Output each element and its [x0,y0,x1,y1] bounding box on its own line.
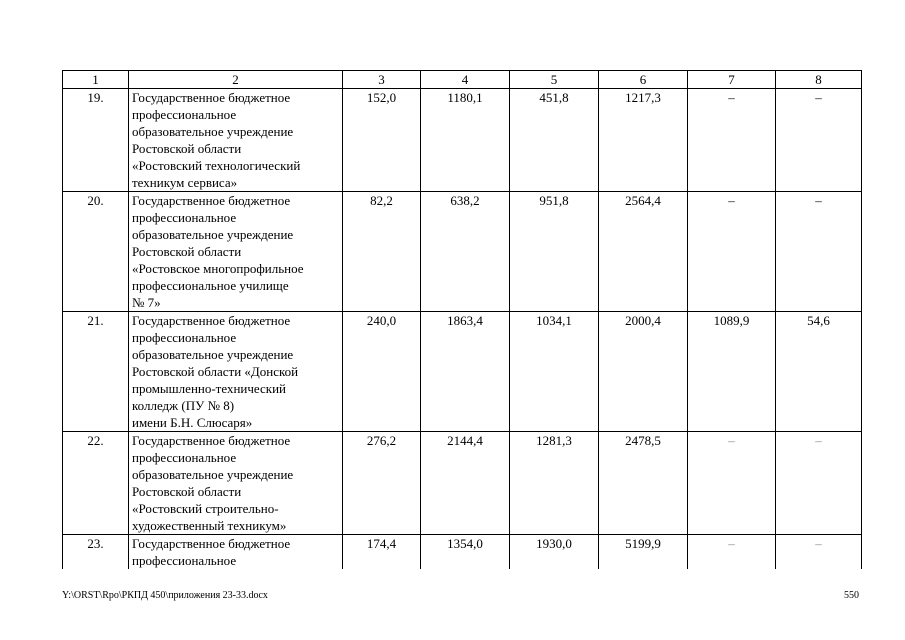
value-cell: 1281,3 [510,432,599,535]
value-cell: – [776,432,862,535]
value-cell: – [688,192,776,312]
value-cell: – [776,535,862,570]
institution-name: Государственное бюджетное профессиональное образовательное учреждение Ростовской области «Донской промышленно-технический колледж (ПУ № 8) имени Б.Н. Слюсаря» [129,312,343,432]
value-cell: 1180,1 [421,89,510,192]
footer-page-number: 550 [844,590,859,601]
row-number: 22. [63,432,129,535]
value-cell: 451,8 [510,89,599,192]
value-cell: 1217,3 [599,89,688,192]
value-cell: – [688,535,776,570]
value-cell: 1034,1 [510,312,599,432]
header-cell: 5 [510,71,599,89]
value-cell: 951,8 [510,192,599,312]
institution-name: Государственное бюджетное профессиональное образовательное учреждение Ростовской области «Ростовский строительно- художественный техникум» [129,432,343,535]
header-row [63,71,862,89]
value-cell: 638,2 [421,192,510,312]
header-cell: 6 [599,71,688,89]
value-cell: 276,2 [343,432,421,535]
value-cell: 2144,4 [421,432,510,535]
value-cell: 5199,9 [599,535,688,570]
header-cell: 4 [421,71,510,89]
value-cell: – [776,89,862,192]
table-row [63,312,862,432]
row-number: 19. [63,89,129,192]
row-number: 20. [63,192,129,312]
value-cell: 174,4 [343,535,421,570]
header-cell: 1 [63,71,129,89]
value-cell: – [688,432,776,535]
table-row [63,535,862,570]
row-number: 23. [63,535,129,570]
institution-name: Государственное бюджетное профессиональное образовательное учреждение Ростовской области «Ростовский технологический техникум сервиса» [129,89,343,192]
value-cell: – [688,89,776,192]
header-cell: 3 [343,71,421,89]
header-cell: 2 [129,71,343,89]
value-cell: 2478,5 [599,432,688,535]
value-cell: – [776,192,862,312]
row-number: 21. [63,312,129,432]
value-cell: 1930,0 [510,535,599,570]
table-row [63,192,862,312]
value-cell: 1863,4 [421,312,510,432]
data-table [62,70,862,569]
value-cell: 54,6 [776,312,862,432]
header-cell: 7 [688,71,776,89]
footer-file-path: Y:\ORST\Rpo\РКПД 450\приложения 23-33.docx [62,590,268,601]
institution-name: Государственное бюджетное профессиональное образовательное учреждение Ростовской области «Ростовское многопрофильное профессиональное училище № 7» [129,192,343,312]
value-cell: 82,2 [343,192,421,312]
institution-name: Государственное бюджетное профессиональное [129,535,343,570]
value-cell: 152,0 [343,89,421,192]
header-cell: 8 [776,71,862,89]
value-cell: 2000,4 [599,312,688,432]
table-row [63,432,862,535]
value-cell: 1354,0 [421,535,510,570]
value-cell: 2564,4 [599,192,688,312]
table-row [63,89,862,192]
value-cell: 1089,9 [688,312,776,432]
value-cell: 240,0 [343,312,421,432]
